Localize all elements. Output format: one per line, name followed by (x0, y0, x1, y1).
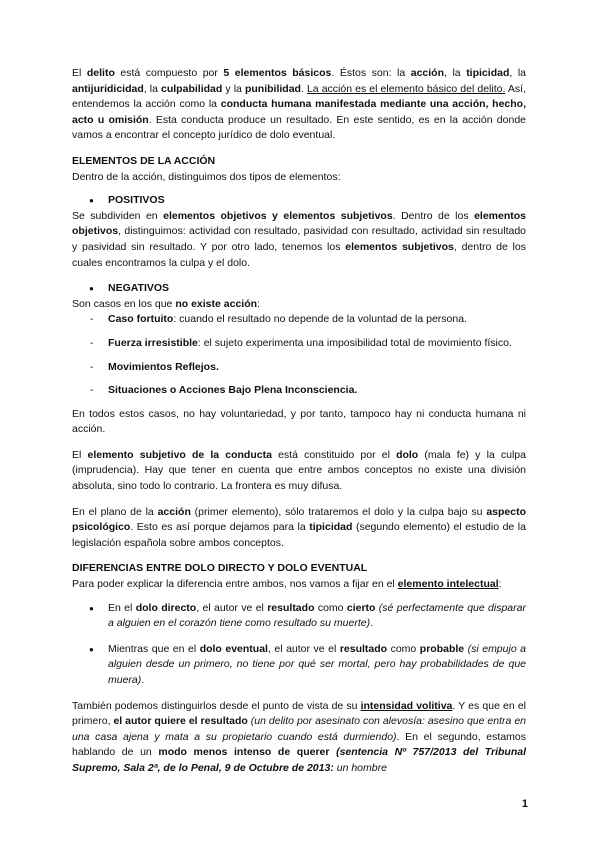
list-item (72, 383, 526, 399)
paragraph-positivos (72, 209, 526, 271)
bullet-positivos (72, 193, 526, 209)
text: y la (222, 82, 245, 95)
text: como (387, 642, 420, 655)
text: (mala fe) y la culpa (imprudencia). Hay que tener en cuenta que entre ambos conceptos no existe una división absoluta, sino todo lo contrario. La frontera es muy difusa. (72, 448, 526, 493)
text: También podemos distinguirlos desde el punto de vista de su (72, 699, 361, 712)
term-delito: delito (86, 67, 115, 79)
text: Para poder explicar la diferencia entre ambos, nos vamos a fijar en el (72, 578, 398, 591)
bullet-title: NEGATIVOS (108, 282, 170, 295)
term: punibilidad (244, 82, 301, 95)
text: . Éstos son: la (331, 67, 411, 79)
term: elementos objetivos (72, 209, 526, 238)
text: , dentro de los cuales encontramos la culpa y el dolo. (72, 240, 526, 269)
text: Son casos en los que (72, 297, 176, 310)
text: Así, entendemos la acción como la (72, 82, 526, 111)
underlined-text: La acción es el elemento básico del delito. (306, 82, 506, 95)
text: El (72, 67, 87, 79)
term: elementos objetivos y elementos subjetivos (163, 209, 393, 222)
page-number: 1 (521, 798, 528, 810)
example: un hombre (333, 761, 387, 774)
term: probable (419, 642, 465, 655)
bullet-title: POSITIVOS (108, 194, 165, 207)
text: . En el segundo, estamos hablando de un (72, 730, 526, 759)
term: tipicidad (309, 521, 353, 534)
item-title: Fuerza irresistible (108, 336, 198, 349)
text: está constituido por el (271, 448, 397, 461)
list-item (72, 360, 526, 376)
text: como (314, 601, 347, 614)
paragraph-plano-accion (72, 505, 526, 552)
list-item (72, 336, 526, 352)
term: modo menos intenso de querer (158, 746, 330, 759)
term: aspecto psicológico (72, 505, 526, 534)
paragraph-elementos: Dentro de la acción, distinguimos dos tipos de elementos: (72, 170, 341, 183)
example: (sé perfectamente que disparar a alguien en el corazón tiene como resultado su muerte) (108, 601, 526, 630)
text: Se subdividen en (72, 209, 164, 222)
text: está compuesto por (114, 67, 224, 79)
heading-diferencias: DIFERENCIAS ENTRE DOLO DIRECTO Y DOLO EVENTUAL (72, 562, 368, 575)
text: En el (108, 601, 136, 614)
paragraph-intensidad (72, 699, 526, 777)
text: : (257, 297, 260, 310)
heading-elementos: ELEMENTOS DE LA ACCIÓN (72, 154, 216, 167)
term: no existe acción (175, 297, 258, 310)
term: culpabilidad (161, 82, 223, 95)
text: (primer elemento), sólo trataremos el dolo y la culpa bajo su (190, 505, 487, 518)
text: , el autor ve el (196, 601, 268, 614)
text: , el autor ve el (267, 642, 340, 655)
text: , la (509, 67, 526, 79)
term: resultado (267, 601, 315, 614)
text: . Esta conducta produce un resultado. En este sentido, es en la acción donde vamos a encontrar el concepto jurídico de dolo eventual. (72, 113, 526, 142)
term: acción (157, 505, 191, 518)
term: conducta humana manifestada mediante una acción, hecho, acto u omisión (72, 98, 526, 126)
text: . (300, 82, 307, 95)
text: , la (444, 67, 467, 79)
term: el autor quiere el resultado (113, 715, 248, 728)
paragraph-intro (72, 66, 526, 144)
term: acción (410, 67, 445, 79)
text: . (141, 674, 145, 686)
dash-list (72, 312, 526, 398)
text: En el plano de la (72, 505, 158, 518)
term: cierto (346, 601, 376, 614)
term: dolo (396, 448, 419, 461)
paragraph-diferencias (72, 577, 526, 593)
item-title: Situaciones o Acciones Bajo Plena Inconsciencia. (108, 384, 358, 397)
text: . Y es que en el primero, (72, 699, 526, 728)
bullet-dolo-eventual (72, 642, 526, 689)
text: . (370, 617, 373, 630)
term: elemento subjetivo de la conducta (87, 448, 272, 461)
paragraph-negativos (72, 297, 526, 313)
paragraph-elemento-subjetivo (72, 448, 526, 495)
example: (un delito por asesinato con alevosía: asesino que entra en una casa ajena y mata a su propietario cuando está durmiendo) (72, 715, 526, 743)
item-text: : cuando el resultado no depende de la voluntad de la persona. (173, 313, 467, 326)
term: elementos subjetivos (345, 240, 454, 253)
term: elemento intelectual (397, 578, 499, 591)
item-title: Movimientos Reflejos. (108, 360, 219, 373)
bullet-negativos (72, 281, 526, 297)
text: . Esto es así porque dejamos para la (130, 521, 310, 534)
example: (si empujo a alguien desde un primero, no tiene por qué ser mortal, pero hay probabilidades de que muera) (108, 642, 527, 686)
term: antijuridicidad (72, 82, 144, 95)
item-text: : el sujeto experimenta una imposibilidad total de movimiento físico. (197, 336, 512, 349)
term: 5 elementos básicos (223, 67, 332, 79)
text: . Dentro de los (392, 209, 475, 222)
term: dolo eventual (199, 642, 268, 655)
text: Mientras que en el (108, 642, 200, 655)
item-title: Caso fortuito (108, 313, 174, 326)
paragraph-voluntariedad: En todos estos casos, no hay voluntariedad, y por tanto, tampoco hay ni conducta humana ni acción. (72, 407, 526, 436)
text: , distinguimos: actividad con resultado, pasividad con resultado, actividad sin resultado y pasividad sin resultado. Y por otro lado, tenemos los (72, 225, 526, 253)
term: intensidad volitiva (360, 699, 453, 712)
text: El (72, 448, 88, 461)
term: resultado (339, 642, 388, 655)
term: tipicidad (466, 67, 510, 79)
text: , la (143, 82, 162, 95)
bullet-dolo-directo (72, 601, 526, 632)
list-item (72, 312, 526, 328)
text: : (498, 578, 502, 591)
text: (segundo elemento) el estudio de la legislación española sobre ambos conceptos. (72, 521, 526, 549)
document-page (72, 66, 526, 777)
term: dolo directo (135, 601, 197, 614)
citation: (sentencia Nº 757/2013 del Tribunal Supremo, Sala 2ª, de lo Penal, 9 de Octubre de 2013: (72, 746, 527, 774)
